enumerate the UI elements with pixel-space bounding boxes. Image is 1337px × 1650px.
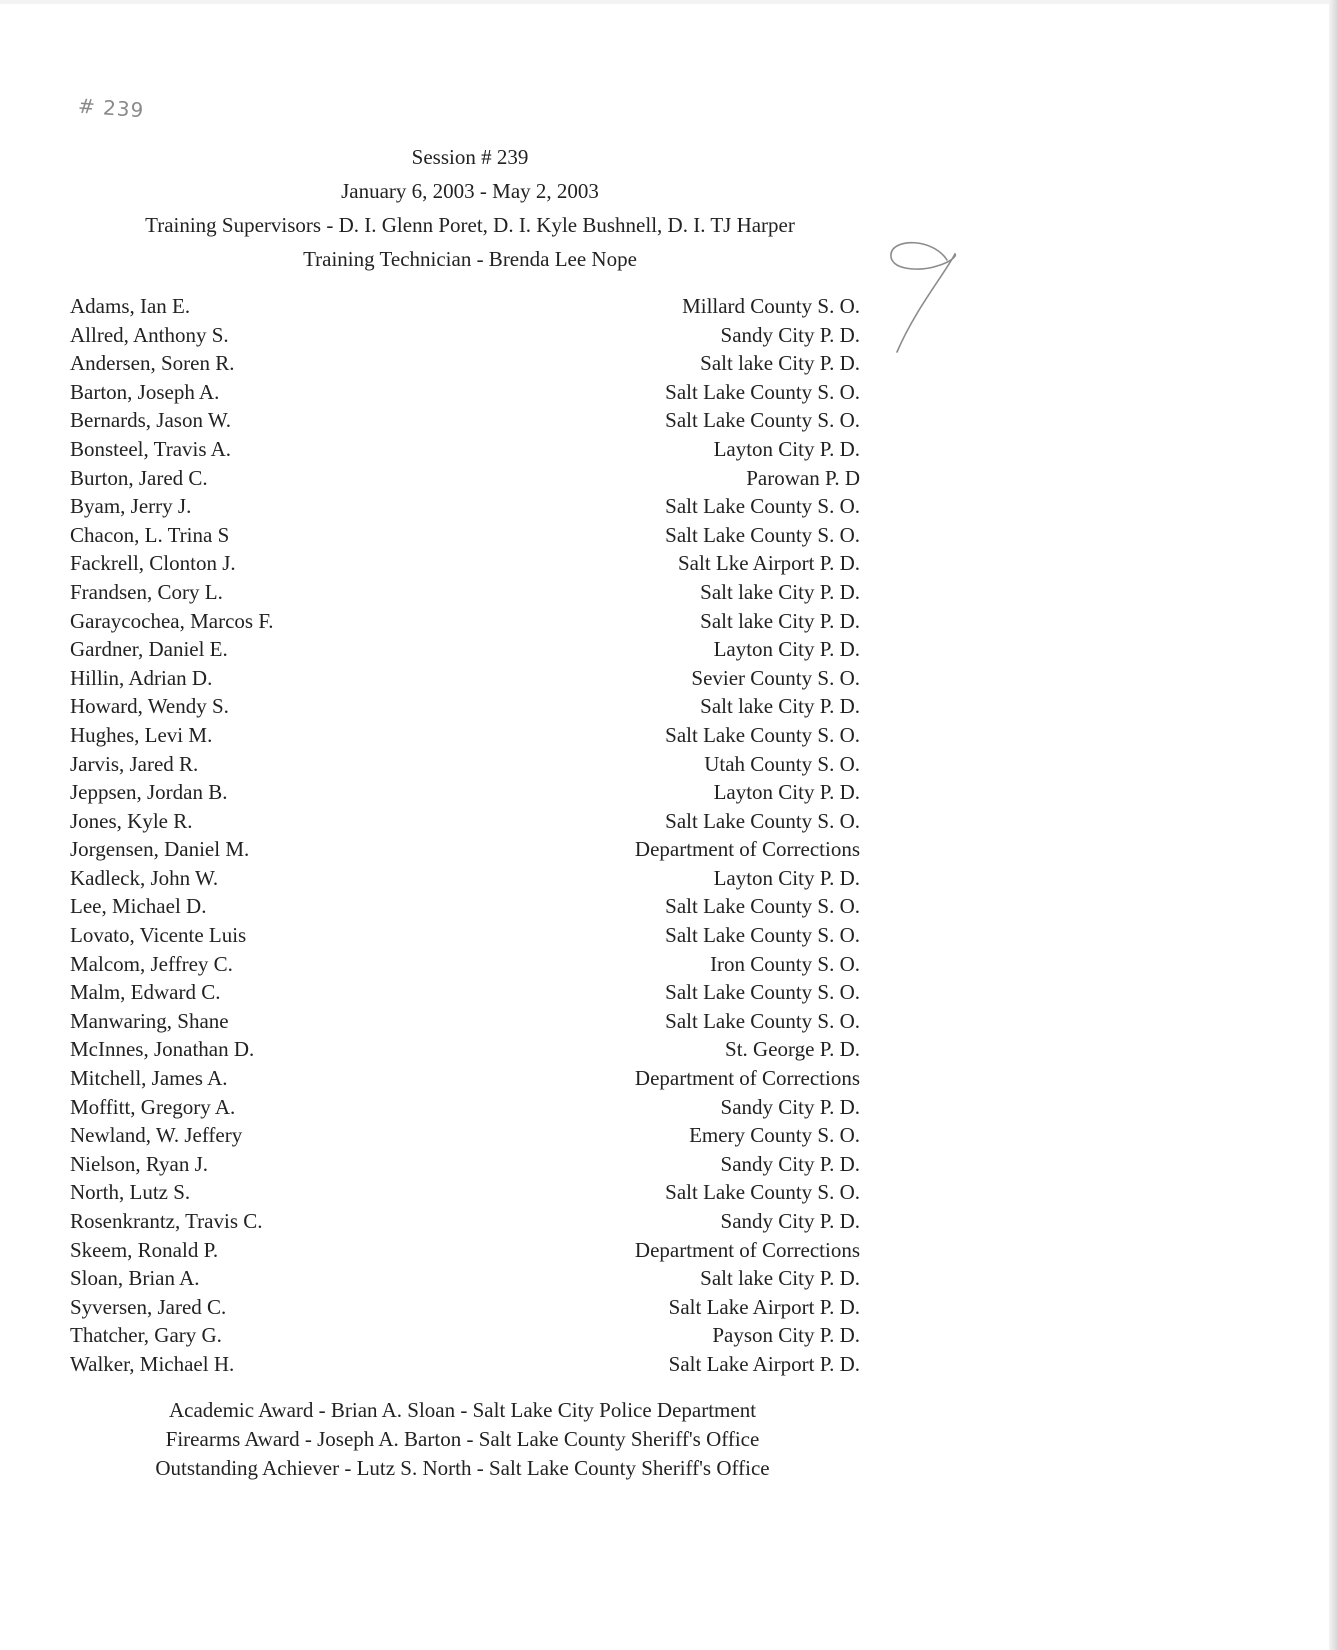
graduate-name: Syversen, Jared C. xyxy=(70,1294,227,1319)
graduate-agency: Layton City P. D. xyxy=(713,865,860,890)
graduate-name: Adams, Ian E. xyxy=(70,294,191,318)
roster-row xyxy=(70,923,860,952)
graduate-name: McInnes, Jonathan D. xyxy=(70,1037,255,1062)
graduate-agency: Salt lake City P. D. xyxy=(700,351,860,376)
roster-row xyxy=(70,1095,860,1124)
training-supervisors: Training Supervisors - D. I. Glenn Poret, D. I. Kyle Bushnell, D. I. TJ Harper xyxy=(145,213,795,237)
graduate-agency: Layton City P. D. xyxy=(713,436,860,461)
roster-row xyxy=(70,1180,860,1209)
graduate-agency: Utah County S. O. xyxy=(704,751,860,776)
graduate-name: North, Lutz S. xyxy=(70,1180,191,1205)
graduate-name: Hillin, Adrian D. xyxy=(70,665,213,690)
graduate-agency: Salt lake City P. D. xyxy=(700,694,860,719)
graduate-agency: Salt lake City P. D. xyxy=(700,1266,860,1291)
graduate-agency: Salt Lake County S. O. xyxy=(665,494,860,519)
roster-row xyxy=(70,1238,860,1267)
training-technician: Training Technician - Brenda Lee Nope xyxy=(303,247,637,271)
graduate-agency: Sevier County S. O. xyxy=(691,665,860,690)
graduate-agency: Salt Lake County S. O. xyxy=(665,379,860,404)
graduate-agency: Salt lake City P. D. xyxy=(700,579,860,604)
graduate-name: Thatcher, Gary G. xyxy=(70,1323,222,1348)
roster-row xyxy=(70,866,860,895)
graduate-name: Jones, Kyle R. xyxy=(70,808,193,833)
roster-row xyxy=(70,437,860,466)
graduate-name: Hughes, Levi M. xyxy=(70,722,213,747)
graduate-name: Jorgensen, Daniel M. xyxy=(70,837,250,862)
graduate-name: Newland, W. Jeffery xyxy=(70,1123,243,1148)
graduate-name: Bernards, Jason W. xyxy=(70,408,231,433)
graduate-name: Bonsteel, Travis A. xyxy=(70,436,232,461)
graduate-agency: Salt Lake County S. O. xyxy=(665,722,860,747)
firearms-award: Firearms Award - Joseph A. Barton - Salt Lake County Sheriff's Office xyxy=(165,1427,760,1451)
graduate-name: Burton, Jared C. xyxy=(70,465,208,490)
roster-row xyxy=(70,408,860,437)
graduate-agency: Department of Corrections xyxy=(634,1237,860,1262)
graduate-name: Gardner, Daniel E. xyxy=(70,637,228,662)
roster-row xyxy=(70,351,860,380)
graduate-agency: Salt Lake County S. O. xyxy=(665,1180,860,1205)
roster-row xyxy=(70,723,860,752)
graduate-agency: Sandy City P. D. xyxy=(720,322,860,347)
roster-row xyxy=(70,494,860,523)
roster-row xyxy=(70,523,860,552)
graduate-agency: Salt lake City P. D. xyxy=(700,608,860,633)
roster-row xyxy=(70,380,860,409)
graduate-agency: Payson City P. D. xyxy=(712,1323,860,1348)
graduate-agency: Layton City P. D. xyxy=(713,637,860,662)
graduate-agency: Sandy City P. D. xyxy=(720,1151,860,1176)
roster-row xyxy=(70,1037,860,1066)
graduate-name: Garaycochea, Marcos F. xyxy=(70,608,274,633)
roster-row xyxy=(70,894,860,923)
roster-row xyxy=(70,1009,860,1038)
graduate-agency: Emery County S. O. xyxy=(689,1123,860,1148)
roster-row xyxy=(70,1323,860,1352)
roster-row xyxy=(70,1123,860,1152)
roster-row xyxy=(70,1066,860,1095)
graduate-roster xyxy=(70,294,860,1381)
graduate-name: Sloan, Brian A. xyxy=(70,1266,200,1291)
graduate-agency: Salt Lake Airport P. D. xyxy=(668,1351,860,1376)
graduate-name: Frandsen, Cory L. xyxy=(70,579,223,604)
roster-row xyxy=(70,1295,860,1324)
scan-edge-top xyxy=(0,0,1337,4)
awards-section xyxy=(0,1396,925,1483)
graduate-agency: Salt Lake County S. O. xyxy=(665,1008,860,1033)
academic-award: Academic Award - Brian A. Sloan - Salt Lake City Police Department xyxy=(168,1398,757,1422)
graduate-agency: Salt Lake County S. O. xyxy=(665,808,860,833)
graduate-name: Kadleck, John W. xyxy=(70,865,219,890)
roster-row xyxy=(70,752,860,781)
roster-row xyxy=(70,294,860,323)
graduate-agency: Department of Corrections xyxy=(634,837,860,862)
graduate-name: Jeppsen, Jordan B. xyxy=(70,780,228,805)
session-number: Session # 239 xyxy=(411,145,529,169)
graduate-name: Walker, Michael H. xyxy=(70,1351,235,1376)
roster-row xyxy=(70,323,860,352)
roster-row xyxy=(70,551,860,580)
graduate-agency: Salt Lake County S. O. xyxy=(665,894,860,919)
roster-row xyxy=(70,637,860,666)
graduate-name: Byam, Jerry J. xyxy=(70,494,192,519)
graduate-agency: Salt Lke Airport P. D. xyxy=(678,551,860,576)
graduate-agency: Salt Lake County S. O. xyxy=(665,923,860,948)
graduate-name: Fackrell, Clonton J. xyxy=(70,551,236,576)
graduate-agency: Salt Lake County S. O. xyxy=(665,408,860,433)
scan-edge-right xyxy=(1329,0,1337,1650)
outstanding-achiever-award: Outstanding Achiever - Lutz S. North - Salt Lake County Sheriff's Office xyxy=(155,1456,770,1480)
roster-row xyxy=(70,952,860,981)
graduate-agency: Millard County S. O. xyxy=(682,294,860,318)
graduate-name: Rosenkrantz, Travis C. xyxy=(70,1209,263,1233)
graduate-name: Chacon, L. Trina S xyxy=(70,522,230,547)
roster-row xyxy=(70,1152,860,1181)
roster-row xyxy=(70,837,860,866)
graduate-name: Manwaring, Shane xyxy=(70,1008,229,1033)
graduate-name: Mitchell, James A. xyxy=(70,1066,228,1091)
graduate-agency: Department of Corrections xyxy=(634,1066,860,1091)
graduate-agency: Sandy City P. D. xyxy=(720,1209,860,1233)
graduate-name: Lee, Michael D. xyxy=(70,894,207,919)
roster-row xyxy=(70,694,860,723)
graduate-name: Skeem, Ronald P. xyxy=(70,1237,219,1262)
graduate-name: Allred, Anthony S. xyxy=(70,322,229,347)
graduate-agency: Salt Lake County S. O. xyxy=(665,980,860,1005)
graduate-agency: St. George P. D. xyxy=(725,1037,860,1062)
graduate-agency: Salt Lake County S. O. xyxy=(665,522,860,547)
roster-row xyxy=(70,1352,860,1381)
graduate-name: Barton, Joseph A. xyxy=(70,379,220,404)
graduate-name: Moffitt, Gregory A. xyxy=(70,1094,236,1119)
roster-row xyxy=(70,580,860,609)
graduate-agency: Iron County S. O. xyxy=(710,951,860,976)
graduate-agency: Salt Lake Airport P. D. xyxy=(668,1294,860,1319)
roster-row xyxy=(70,609,860,638)
roster-row xyxy=(70,980,860,1009)
roster-row xyxy=(70,666,860,695)
roster-row xyxy=(70,809,860,838)
graduate-name: Nielson, Ryan J. xyxy=(70,1151,208,1176)
graduate-name: Jarvis, Jared R. xyxy=(70,751,199,776)
session-header xyxy=(0,140,940,276)
roster-row xyxy=(70,780,860,809)
graduate-name: Malm, Edward C. xyxy=(70,980,221,1005)
graduate-agency: Layton City P. D. xyxy=(713,780,860,805)
session-dates: January 6, 2003 - May 2, 2003 xyxy=(341,179,599,203)
graduate-name: Howard, Wendy S. xyxy=(70,694,229,719)
graduate-name: Malcom, Jeffrey C. xyxy=(70,951,233,976)
roster-row xyxy=(70,466,860,495)
graduate-name: Lovato, Vicente Luis xyxy=(70,923,247,948)
handwritten-session-note: # 239 xyxy=(77,93,146,123)
roster-row xyxy=(70,1266,860,1295)
graduate-name: Andersen, Soren R. xyxy=(70,351,235,376)
graduate-agency: Sandy City P. D. xyxy=(720,1094,860,1119)
roster-row xyxy=(70,1209,860,1238)
graduate-agency: Parowan P. D xyxy=(746,465,860,490)
